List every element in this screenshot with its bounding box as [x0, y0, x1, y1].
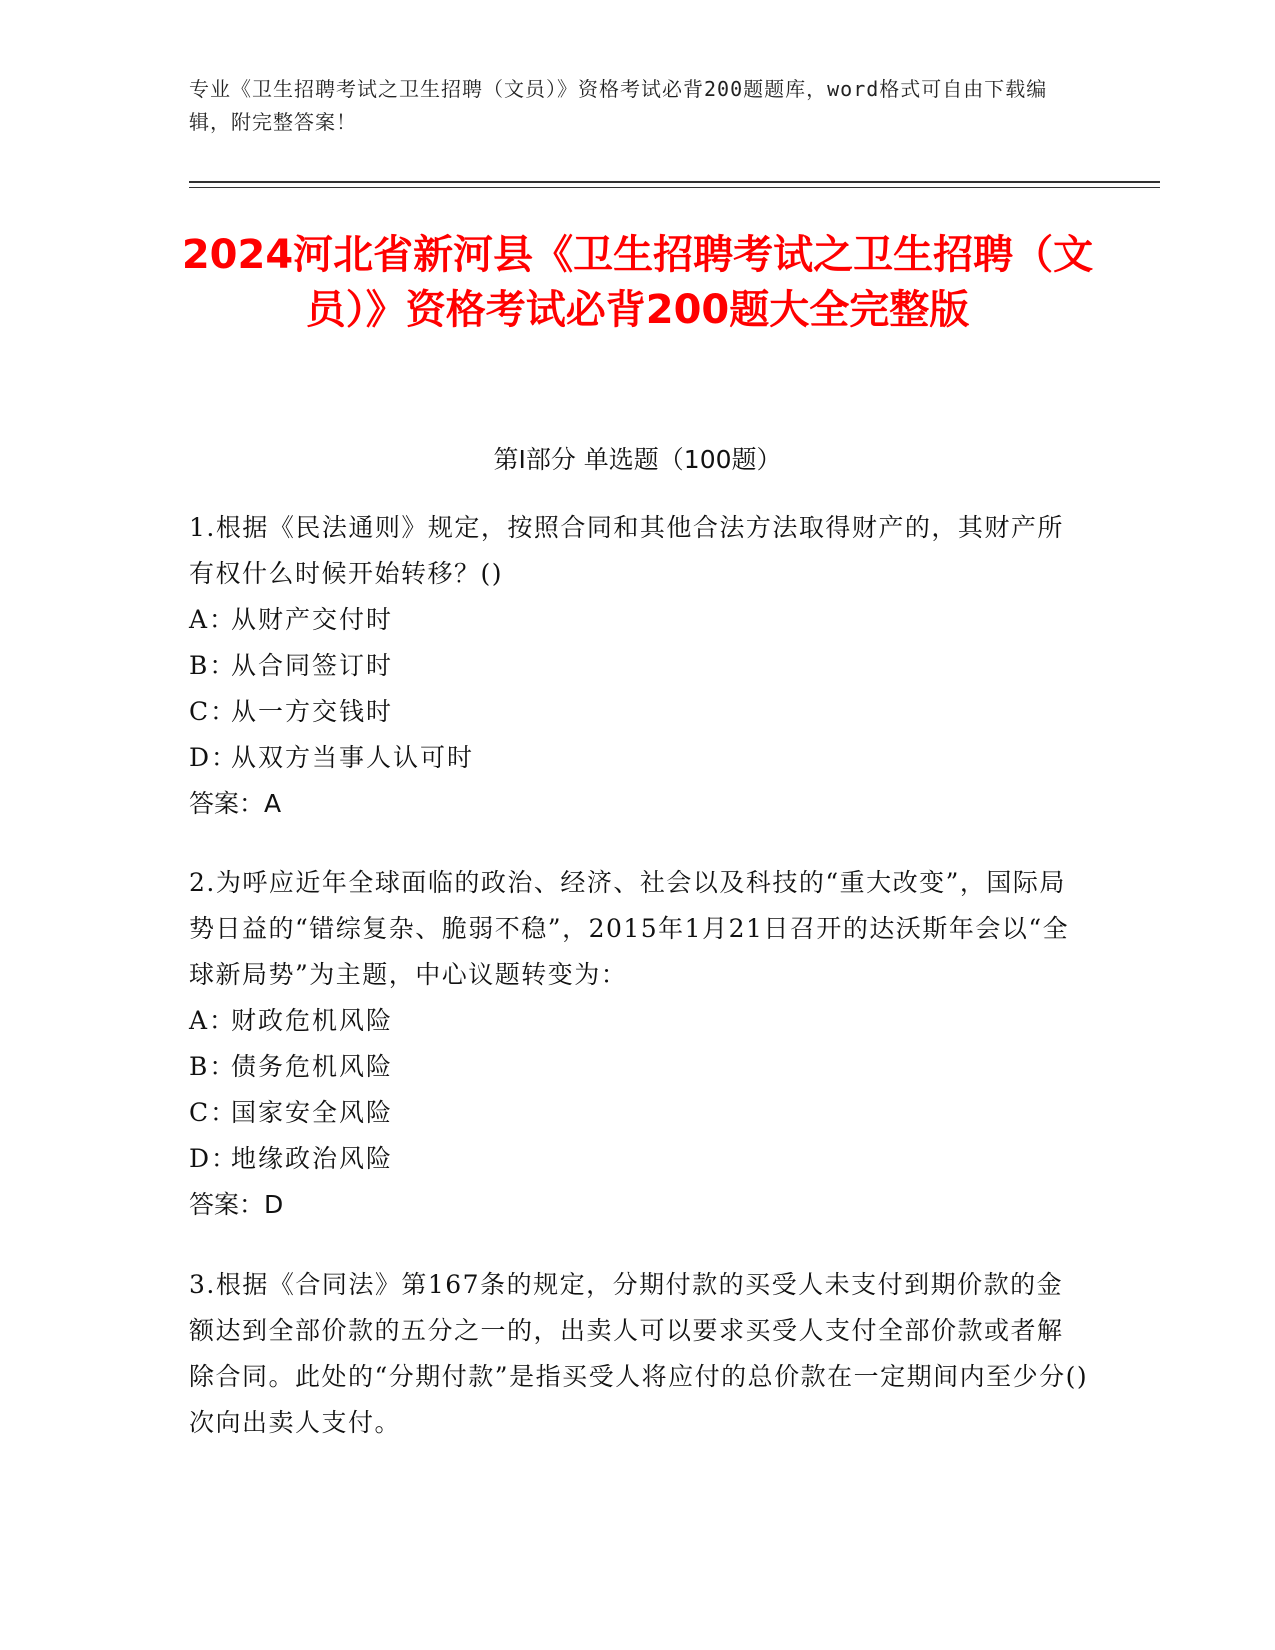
option-text: 债务危机风险: [231, 1052, 394, 1081]
document-title: 2024河北省新河县《卫生招聘考试之卫生招聘（文员）》资格考试必背200题大全完整版: [181, 232, 1094, 333]
option-key: C：: [189, 697, 238, 726]
option-key: A：: [189, 605, 237, 634]
header-divider-thick: [189, 181, 1160, 183]
option-key: D：: [189, 743, 239, 772]
question-stem: 2.为呼应近年全球面临的政治、经济、社会以及科技的“重大改变”，国际局势日益的“错综复杂、脆弱不稳”，2015年1月21日召开的达沃斯年会以“全球新局势”为主题，中心议题转变为：: [189, 868, 1070, 989]
option-key: C：: [189, 1098, 238, 1127]
header-divider-thin: [189, 187, 1160, 188]
option-text: 从合同签订时: [231, 651, 394, 680]
option-text: 从财产交付时: [231, 605, 394, 634]
option-d: [189, 1136, 1089, 1182]
option-key: D：: [189, 1144, 239, 1173]
option-key: B：: [189, 1052, 237, 1081]
header-note: 专业《卫生招聘考试之卫生招聘（文员）》资格考试必背200题题库，word格式可自由下载编辑，附完整答案！: [189, 77, 1048, 134]
question-stem: 1.根据《民法通则》规定，按照合同和其他合法方法取得财产的，其财产所有权什么时候开始转移？(): [189, 513, 1064, 588]
option-text: 地缘政治风险: [231, 1144, 394, 1173]
option-b: [189, 643, 1089, 689]
section-heading: 第I部分 单选题（100题）: [493, 445, 782, 474]
question-1: [189, 505, 1089, 827]
answer-label: 答案：D: [189, 1190, 284, 1219]
option-b: [189, 1044, 1089, 1090]
option-text: 国家安全风险: [231, 1098, 394, 1127]
option-a: [189, 597, 1089, 643]
option-c: [189, 1090, 1089, 1136]
answer-label: 答案：A: [189, 789, 282, 818]
option-text: 从双方当事人认可时: [231, 743, 475, 772]
option-text: 财政危机风险: [231, 1006, 394, 1035]
question-stem: 3.根据《合同法》第167条的规定，分期付款的买受人未支付到期价款的金额达到全部价款的五分之一的，出卖人可以要求买受人支付全部价款或者解除合同。此处的“分期付款”是指买受人将应付的总价款在一定期间内至少分()次向出卖人支付。: [189, 1270, 1089, 1437]
option-key: A：: [189, 1006, 237, 1035]
option-c: [189, 689, 1089, 735]
option-d: [189, 735, 1089, 781]
option-a: [189, 998, 1089, 1044]
option-text: 从一方交钱时: [231, 697, 394, 726]
option-key: B：: [189, 651, 237, 680]
question-3: [189, 1262, 1089, 1446]
question-2: [189, 860, 1089, 1228]
